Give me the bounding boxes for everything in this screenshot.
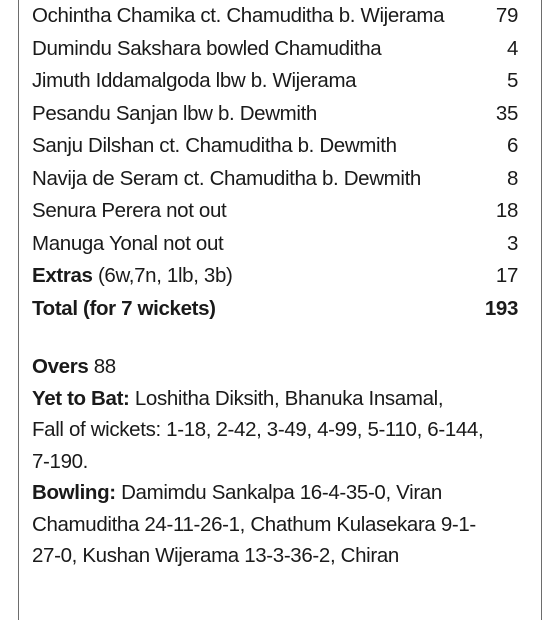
extras-row [32, 260, 518, 293]
batter-dismissal: Sanju Dilshan ct. Chamuditha b. Dewmith [32, 134, 397, 157]
batting-row [32, 65, 518, 98]
batter-dismissal: Dumindu Sakshara bowled Chamuditha [32, 36, 382, 60]
fall-of-wickets-line-1: Fall of wickets: 1-18, 2-42, 3-49, 4-99, 5-110, 6-144, [32, 418, 484, 441]
fall-of-wickets-line-2: 7-190. [32, 449, 89, 473]
yet-to-bat-label: Yet to Bat: [32, 386, 130, 410]
overs-value: 88 [88, 355, 116, 378]
batting-list [32, 0, 518, 260]
bowling-line-3: 27-0, Kushan Wijerama 13-3-36-2, Chiran [32, 544, 399, 567]
batter-dismissal: Pesandu Sanjan lbw b. Dewmith [32, 101, 317, 125]
batting-row [32, 33, 518, 66]
extras-runs: 17 [495, 264, 518, 287]
batter-dismissal: Senura Perera not out [32, 199, 227, 222]
yet-to-bat-line [32, 383, 518, 415]
batter-dismissal: Manuga Yonal not out [32, 231, 224, 255]
bowling-label: Bowling: [32, 481, 116, 504]
batter-runs: 6 [506, 134, 518, 157]
batter-dismissal: Navija de Seram ct. Chamuditha b. Dewmith [32, 166, 421, 190]
extras-detail: (6w,7n, 1lb, 3b) [92, 264, 233, 287]
batting-row [32, 163, 518, 196]
total-runs: 193 [484, 296, 518, 320]
total-row [32, 293, 518, 326]
extras-label: Extras [32, 264, 93, 287]
batting-row [32, 98, 518, 131]
scorecard [32, 0, 518, 572]
bowling-figures-1: Damimdu Sankalpa 16-4-35-0, Viran [115, 481, 442, 504]
extras-text [32, 260, 233, 293]
batting-row [32, 0, 518, 33]
batting-row [32, 195, 518, 228]
batter-runs: 8 [506, 166, 518, 190]
batter-runs: 18 [495, 199, 518, 222]
batter-runs: 5 [506, 69, 518, 92]
batting-row [32, 228, 518, 261]
batter-dismissal: Ochintha Chamika ct. Chamuditha b. Wijerama [32, 4, 445, 27]
total-label: Total (for 7 wickets) [32, 296, 216, 320]
batter-dismissal: Jimuth Iddamalgoda lbw b. Wijerama [32, 69, 357, 92]
batter-runs: 3 [506, 231, 518, 255]
bowling-line-1 [32, 477, 518, 509]
batter-runs: 4 [506, 36, 518, 60]
batting-row [32, 130, 518, 163]
overs-line [32, 351, 518, 383]
yet-to-bat-value: Loshitha Diksith, Bhanuka Insamal, [129, 386, 444, 410]
section-gap [32, 325, 518, 351]
batter-runs: 35 [495, 101, 518, 125]
bowling-line-2: Chamuditha 24-11-26-1, Chathum Kulasekara 9-1- [32, 512, 476, 536]
batter-runs: 79 [495, 4, 518, 27]
overs-label: Overs [32, 355, 89, 378]
